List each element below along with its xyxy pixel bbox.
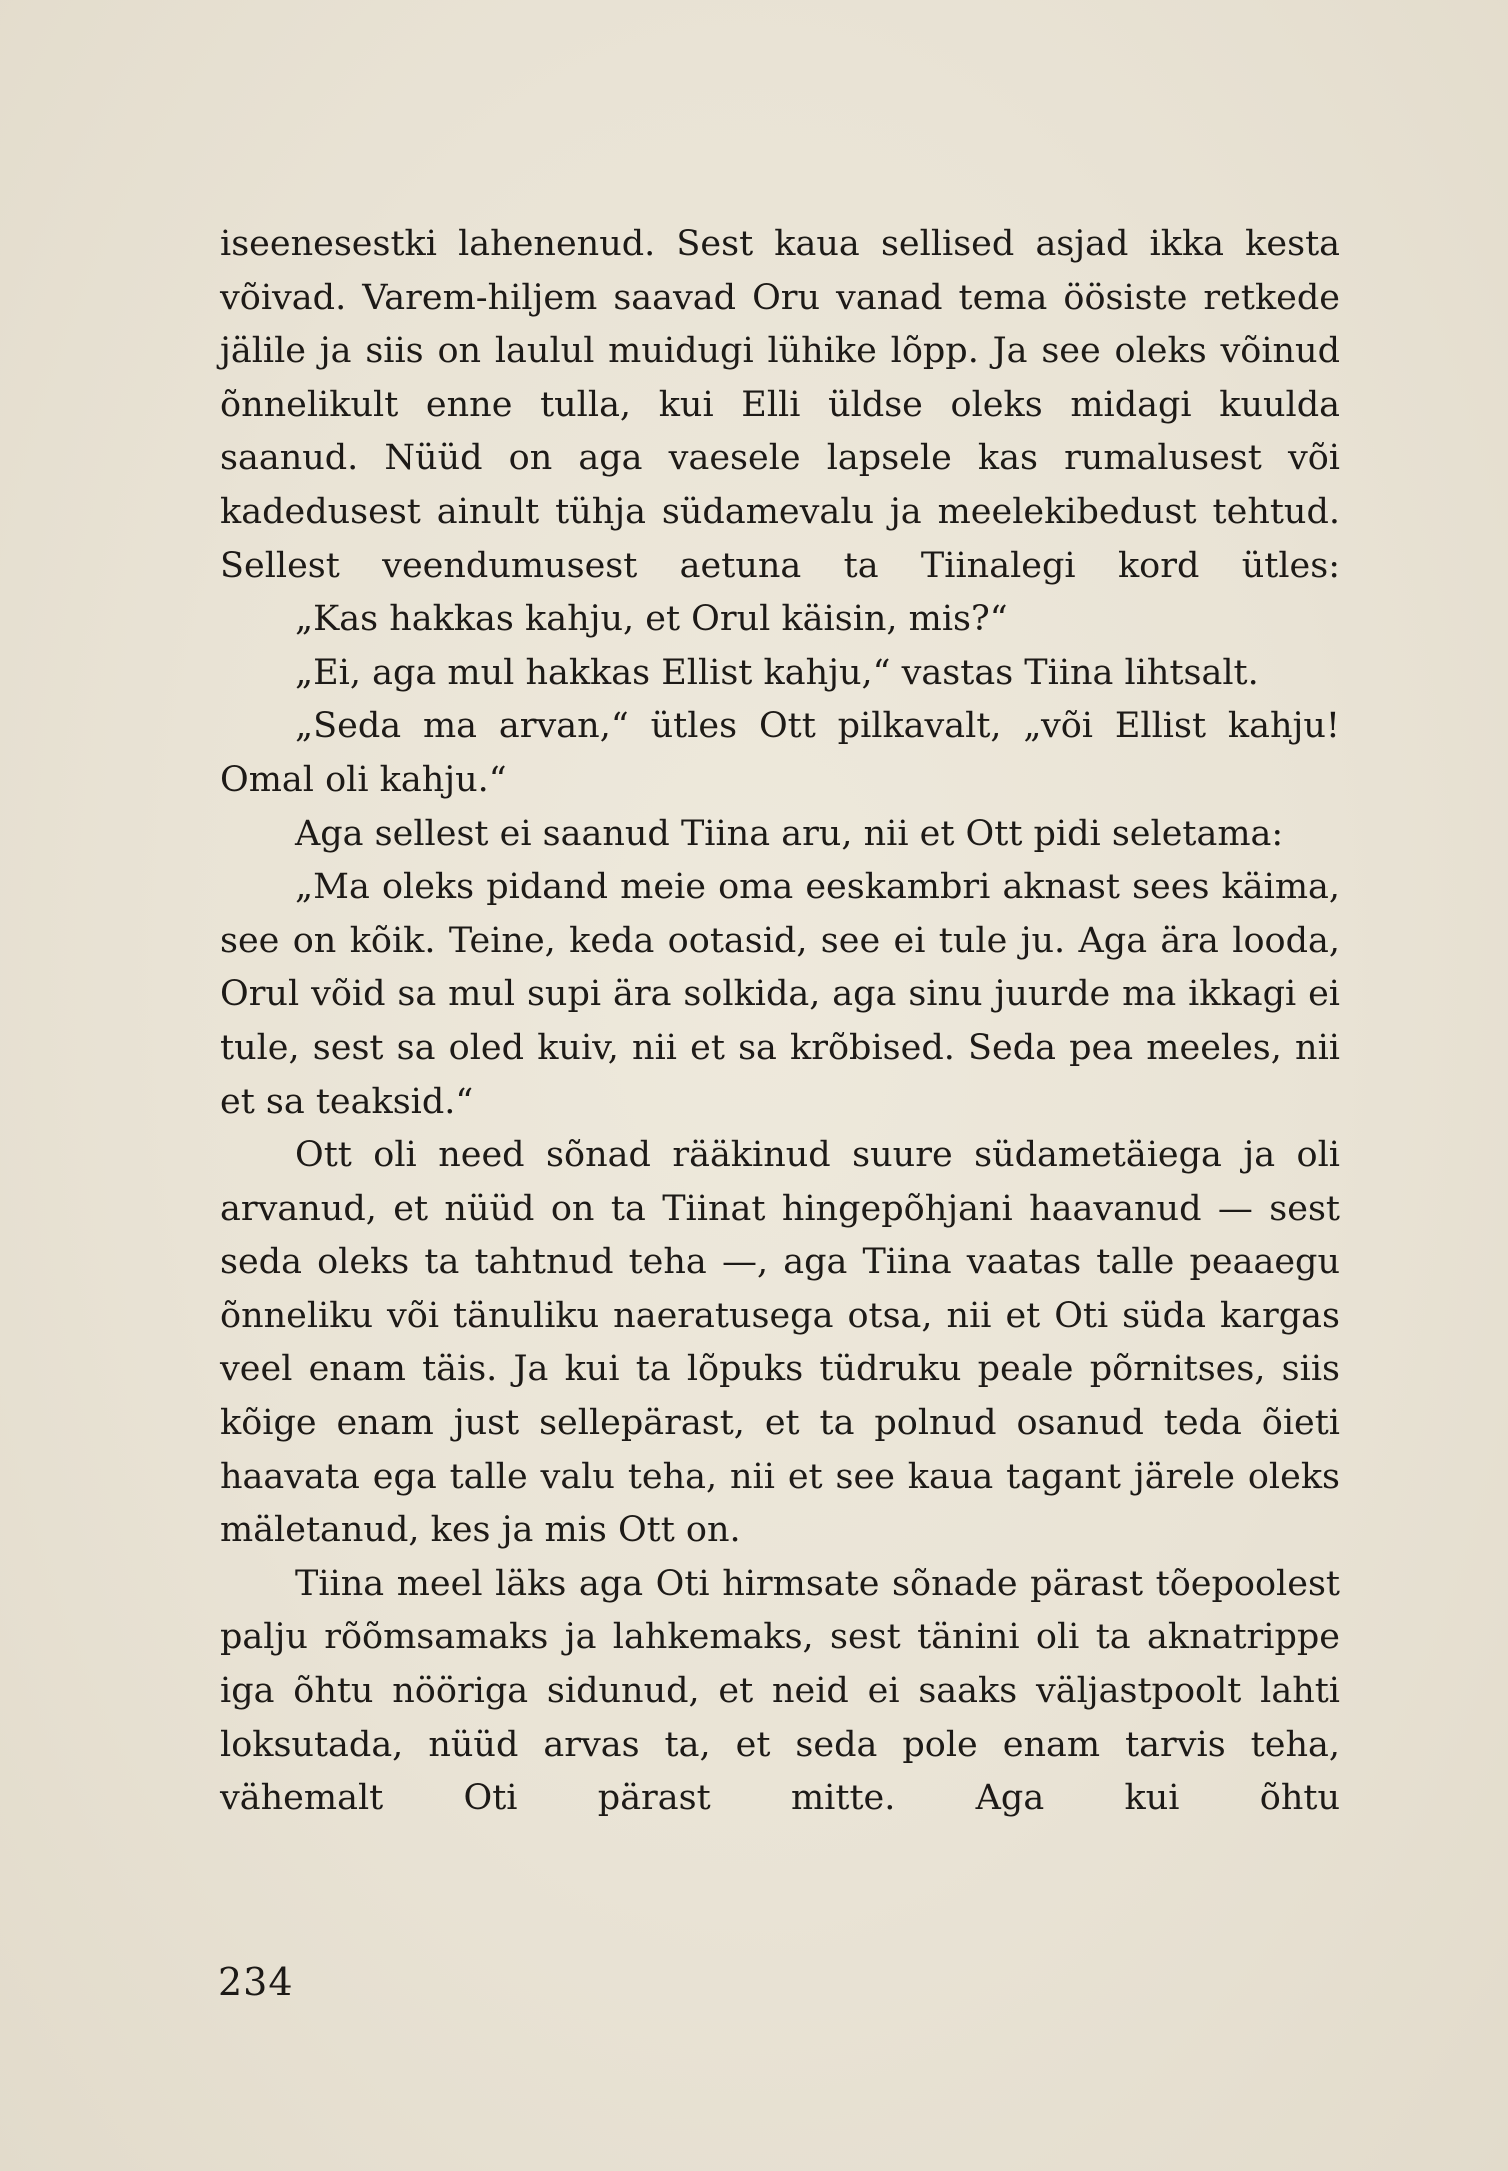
paragraph-3: „Ei, aga mul hakkas Ellist kahju,“ vastas Tiina lihtsalt. (295, 652, 1259, 693)
paragraph-7: Ott oli need sõnad rääkinud suure südametäiega ja oli arvanud, et nüüd on ta Tiinat hingepõhjani haavanud — sest seda oleks ta tahtnud teha —, aga Tiina vaatas talle peaaegu õnneliku või tänuliku naeratusega otsa, nii et Oti süda kargas veel enam täis. Ja kui ta lõpuks tüdruku peale põrnitses, siis kõige enam just sellepärast, et ta polnud osanud teda õieti haavata ega talle valu teha, nii et see kaua tagant järele oleks mäletanud, kes ja mis Ott on. (220, 1135, 1340, 1551)
paragraph-8: Tiina meel läks aga Oti hirmsate sõnade pärast tõepoolest palju rõõmsamaks ja lahkemaks, sest tänini oli ta aknatrippe iga õhtu nööriga sidunud, et neid ei saaks väljastpoolt lahti loksutada, nüüd arvas ta, et seda pole enam tarvis teha, vähemalt Oti pärast mitte. Aga kui õhtu (220, 1563, 1340, 1819)
body-text (220, 218, 1340, 1826)
paragraph-1: iseenesestki lahenenud. Sest kaua sellised asjad ikka kesta võivad. Varem-hiljem saavad Oru vanad tema öösiste retkede jälile ja siis on laulul muidugi lühike lõpp. Ja see oleks võinud õnnelikult enne tulla, kui Elli üldse oleks midagi kuulda saanud. Nüüd on aga vaesele lapsele kas rumalusest või kadedusest ainult tühja südamevalu ja meelekibedust tehtud. Sellest veendumusest aetuna ta Tiinalegi kord ütles: (220, 224, 1340, 586)
paragraph-6: „Ma oleks pidand meie oma eeskambri aknast sees käima, see on kõik. Teine, keda ootasid, see ei tule ju. Aga ära looda, Orul võid sa mul supi ära solkida, aga sinu juurde ma ikkagi ei tule, sest sa oled kuiv, nii et sa krõbised. Seda pea meeles, nii et sa teaksid.“ (220, 867, 1340, 1122)
paragraph-4: „Seda ma arvan,“ ütles Ott pilkavalt, „või Ellist kahju! Omal oli kahju.“ (220, 706, 1340, 800)
paragraph-2: „Kas hakkas kahju, et Orul käisin, mis?“ (295, 599, 1008, 640)
page-number: 234 (218, 1960, 294, 2004)
paragraph-5: Aga sellest ei saanud Tiina aru, nii et Ott pidi seletama: (295, 813, 1284, 854)
